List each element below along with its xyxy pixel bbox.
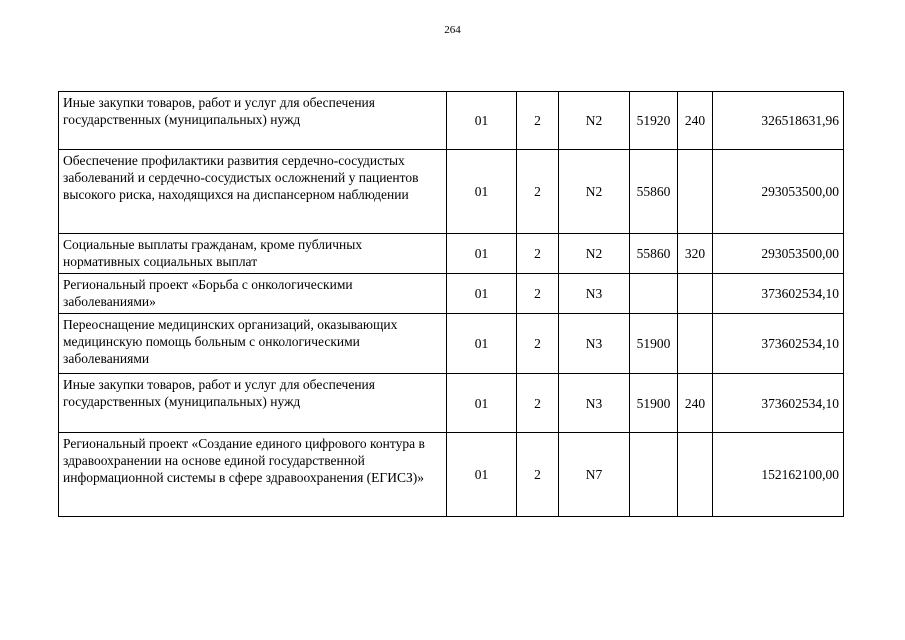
row-subsection: 2 [517, 234, 559, 274]
row-direction: 51900 [630, 374, 678, 433]
row-amount: 293053500,00 [713, 234, 844, 274]
row-direction: 51920 [630, 92, 678, 150]
row-name: Обеспечение профилактики развития сердечно-сосудистых заболеваний и сердечно-сосудистых осложнений у пациентов высокого риска, находящихся на диспансерном наблюдении [59, 150, 447, 234]
row-direction: 55860 [630, 150, 678, 234]
row-expense-type [678, 314, 713, 374]
row-section: 01 [447, 314, 517, 374]
row-subsection: 2 [517, 433, 559, 517]
table-row [59, 274, 844, 314]
row-program: N3 [559, 274, 630, 314]
row-direction: 55860 [630, 234, 678, 274]
row-section: 01 [447, 150, 517, 234]
row-name: Иные закупки товаров, работ и услуг для обеспечения государственных (муниципальных) нужд [59, 92, 447, 150]
row-program: N3 [559, 314, 630, 374]
row-amount: 373602534,10 [713, 274, 844, 314]
row-section: 01 [447, 274, 517, 314]
budget-table [58, 91, 844, 517]
row-subsection: 2 [517, 150, 559, 234]
row-expense-type: 240 [678, 92, 713, 150]
row-expense-type: 320 [678, 234, 713, 274]
row-name: Переоснащение медицинских организаций, оказывающих медицинскую помощь больным с онкологическими заболеваниями [59, 314, 447, 374]
row-section: 01 [447, 374, 517, 433]
table-row [59, 234, 844, 274]
table-row [59, 92, 844, 150]
table-row [59, 150, 844, 234]
table-row [59, 374, 844, 433]
row-amount: 373602534,10 [713, 374, 844, 433]
row-amount: 373602534,10 [713, 314, 844, 374]
row-section: 01 [447, 92, 517, 150]
row-section: 01 [447, 433, 517, 517]
row-expense-type [678, 433, 713, 517]
row-subsection: 2 [517, 274, 559, 314]
row-name: Региональный проект «Создание единого цифрового контура в здравоохранении на основе единой государственной информационной системы в сфере здравоохранения (ЕГИСЗ)» [59, 433, 447, 517]
row-expense-type: 240 [678, 374, 713, 433]
row-amount: 293053500,00 [713, 150, 844, 234]
page-number: 264 [444, 24, 461, 36]
row-name: Иные закупки товаров, работ и услуг для обеспечения государственных (муниципальных) нужд [59, 374, 447, 433]
row-amount: 326518631,96 [713, 92, 844, 150]
row-expense-type [678, 150, 713, 234]
row-program: N2 [559, 234, 630, 274]
row-direction [630, 274, 678, 314]
row-program: N3 [559, 374, 630, 433]
row-amount: 152162100,00 [713, 433, 844, 517]
row-program: N2 [559, 92, 630, 150]
row-program: N7 [559, 433, 630, 517]
row-name: Социальные выплаты гражданам, кроме публичных нормативных социальных выплат [59, 234, 447, 274]
row-subsection: 2 [517, 92, 559, 150]
row-subsection: 2 [517, 314, 559, 374]
table-row [59, 433, 844, 517]
row-program: N2 [559, 150, 630, 234]
table-row [59, 314, 844, 374]
row-expense-type [678, 274, 713, 314]
row-subsection: 2 [517, 374, 559, 433]
row-name: Региональный проект «Борьба с онкологическими заболеваниями» [59, 274, 447, 314]
row-direction: 51900 [630, 314, 678, 374]
row-section: 01 [447, 234, 517, 274]
row-direction [630, 433, 678, 517]
